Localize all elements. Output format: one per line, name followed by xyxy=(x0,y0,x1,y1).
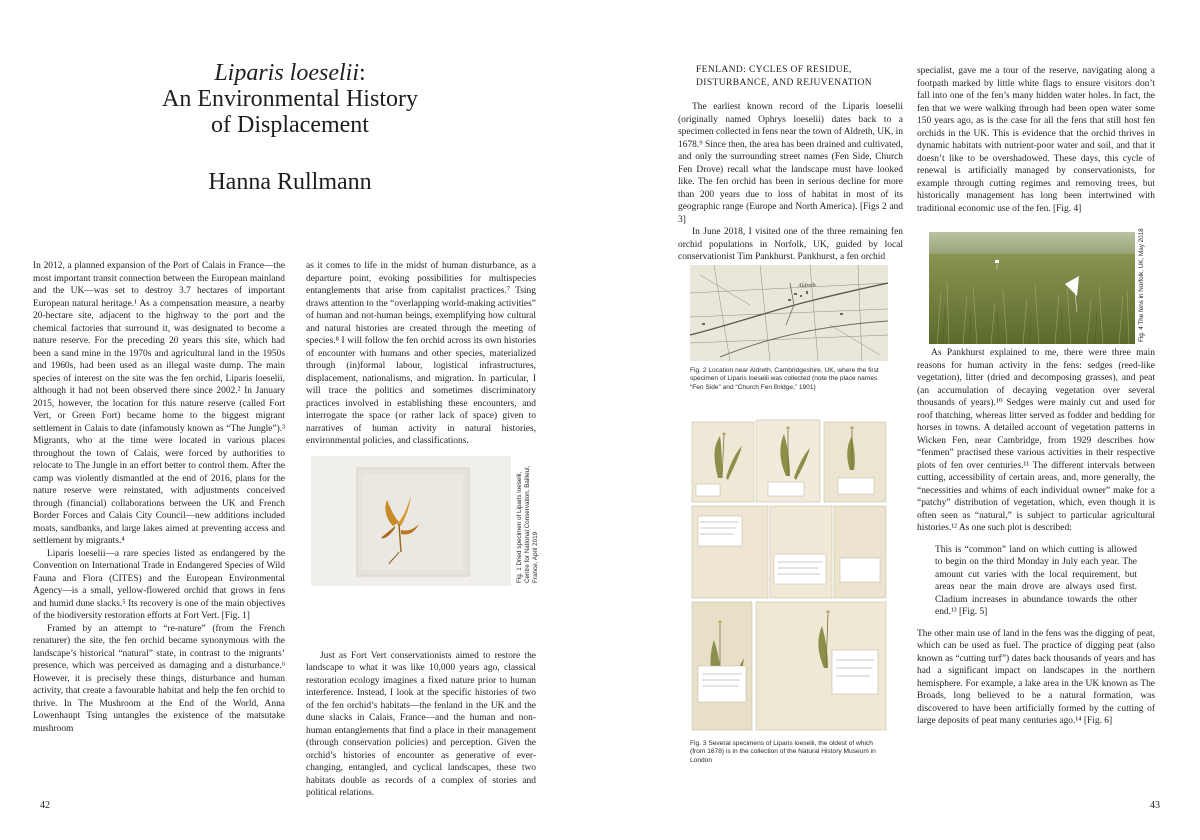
block-quote: This is “common” land on which cutting is allowed to begin on the third Monday in July each year. The amount cut varies with the local requirement, but areas near the main drove are always used first. Cladium increases in abundance towards the other end.¹³ [Fig. 5] xyxy=(935,544,1137,617)
paragraph: Just as Fort Vert conservationists aimed to restore the landscape to what it was like 10,000 years ago, classical restoration ecology imagines a fixed nature prior to human interference. Instead, I look at the specific histories of two of the fen orchid’s habitats—the fenland in the UK and the dune slacks in Calais, France—and the human and non-human entanglements that find a place in their management (through conservation policies) and perception. Given the orchid’s histories of encounter as generative of ever-changing, entangled, and cyclical landscapes, these two habitats double as records of a complex of stories and political relations. xyxy=(306,650,536,798)
paragraph: The earliest known record of the Liparis loeselii (originally named Ophrys loeselii) dates back to a specimen collected in fens near the town of Aldreth, UK, in 1678.⁹ Since then, the area has been drained and cultivated, and only the surrounding street names (Fen Side, Church Fen Drove) recall what the landscape must have looked like. The fen orchid has been in serious decline for more than 200 years due to loss of habitat in most of its geographic range (Europe and North America). [Figs 2 and 3] xyxy=(678,102,903,225)
historic-map-image xyxy=(690,265,888,361)
article-title xyxy=(130,60,450,138)
title-line-3: of Displacement xyxy=(211,112,369,138)
page-number-right: 43 xyxy=(1150,800,1160,811)
paragraph: Framed by an attempt to “re-nature” (from the French renaturer) the site, the fen orchid became synonymous with the landscape’s historical “natural” state, in contrast to the migrants’ presence, which was perceived as damaging and a disturbance.⁶ However, it is precisely these things, disturbance and human activity, that create a favourable habitat and help the fen orchid to thrive. In The Mushroom at the End of the World, Anna Lowenhaupt Tsing untangles the existence of the matsutake mushroom xyxy=(33,623,285,734)
fen-grass-photo xyxy=(929,232,1135,344)
figure-4-caption: Fig. 4 The fens in Norfolk, UK, May 2018 xyxy=(1138,228,1145,342)
column-1 xyxy=(33,260,285,735)
figure-4-fen-photo xyxy=(929,232,1135,344)
figure-3-caption: Fig. 3 Several specimens of Liparis loeselii, the oldest of which (from 1678) is in the collection of the Natural History Museum in London xyxy=(690,740,876,764)
figure-1-caption: Fig. 1 Dried specimen of Liparis loeselii, Centre for National Conservation, Bailleul, France, April 2019 xyxy=(516,465,539,583)
figure-2-map xyxy=(690,265,888,361)
paragraph: In June 2018, I visited one of the three remaining fen orchid populations in Norfolk, UK, guided by local conservationist Tim Pankhurst. Pankhurst, a fen orchid xyxy=(678,227,903,262)
dried-specimen-image xyxy=(311,456,511,586)
paragraph: Liparis loeselii—a rare species listed as endangered by the Convention on International Trade in Endangered Species of Wild Fauna and Flora (CITES) and the European Environmental Agency—is a small, yellow-flowered orchid that grows in fens and humid dune slacks.⁵ Its recovery is one of the main objectives of the biodiversity restoration efforts at Fort Vert. [Fig. 1] xyxy=(33,548,285,621)
figure-3-herbarium-sheets xyxy=(690,418,888,733)
page-number-left: 42 xyxy=(40,800,50,811)
figure-2-caption: Fig. 2 Location near Aldreth, Cambridgeshire, UK, where the first specimen of Liparis loeselii was collected (note the place names “Fen Side” and “Church Fen Bridge,” 1901) xyxy=(690,367,879,391)
title-species-name: Liparis loeselii xyxy=(214,60,359,86)
paragraph: As Pankhurst explained to me, there were three main reasons for human activity in the fens: sedges (reed-like vegetation), litter (dried and decomposing grasses), and peat (an accumulation of decaying vegetation over several thousands of years).¹⁰ Sedges were mainly cut and used for roof thatching, whereas litter served as fodder and bedding for horses in towns. A detailed account of vegetation patterns in Wicken Fen, near Cambridge, from 1929 describes how “fenmen” practised these various activities in their respective plots of fen over centuries.¹¹ The different intervals between cutting, accessibility of certain areas, and, more generally, the “necessities and whims of each individual owner” make for a “patchy” distribution of vegetation, which, even though it is often seen as “natural,” is subject to particular agricultural histories.¹² As one such plot is described: xyxy=(917,348,1155,533)
section-heading xyxy=(696,64,896,89)
title-colon: : xyxy=(359,60,366,86)
figure-1-dried-specimen xyxy=(311,456,511,586)
section-heading-line-1: FENLAND: CYCLES OF RESIDUE, xyxy=(696,65,852,75)
map-place-label: Aldreth xyxy=(798,283,816,289)
author-name: Hanna Rullmann xyxy=(208,169,372,195)
paragraph: as it comes to life in the midst of human disturbance, as a departure point, evoking possibilities for multispecies entanglements that arise from capitalist practices.⁷ Tsing draws attention to the “overlapping world-making activities” of human and not-human beings, exemplifying how cultural and natural histories are created through the meeting of species.⁸ I will follow the fen orchid across its own histories of encounter with humans and other species, materialized through (in)formal labour, logistical infrastructures, displacement, nationalisms, and migration. In particular, I will trace the politics and sometimes discriminatory practices involved in establishing these encounters, and interrogate the space (or rather lack of space) given to narratives of human activity in natural histories, environmental policies, and classifications. xyxy=(306,261,536,446)
column-4 xyxy=(917,65,1155,728)
paragraph: specialist, gave me a tour of the reserve, navigating along a footpath marked by little white flags to ensure visitors don’t fall into one of the fen’s many hidden water holes. In fact, the fen that we were walking through had been open water some 150 years ago, as is the case for all the fens that still host fen orchids in the UK. This is evidence that the orchid thrives in dynamic habitats with nutrient-poor water and soil, and that it doesn’t like to be overshadowed. These days, this cycle of renewal is artificially managed by conservationists, for example through cutting regimes and removing trees, but historically management has long been intertwined with traditional economic use of the fen. [Fig. 4] xyxy=(917,66,1155,214)
title-line-2: An Environmental History xyxy=(162,86,418,112)
paragraph: The other main use of land in the fens was the digging of peat, which can be used as fuel. The practice of digging peat (also known as “cutting turf”) dates back thousands of years and has had a significant impact on landscapes in the northern hemisphere. For example, a lake area in the UK known as The Broads, long believed to be a natural formation, was discovered to have been artificially formed by the cutting of large deposits of peat many centuries ago.¹⁴ [Fig. 6] xyxy=(917,628,1155,726)
herbarium-specimens-image xyxy=(690,418,888,733)
title-block xyxy=(130,60,450,196)
column-3 xyxy=(678,101,903,264)
section-heading-line-2: DISTURBANCE, AND REJUVENATION xyxy=(696,77,873,88)
paragraph: In 2012, a planned expansion of the Port of Calais in France—the most important transit connection between the European mainland and the UK—was set to destroy 3.7 hectares of important European natural heritage.¹ As a compensation measure, a nearby 20-hectare site, adjacent to the highway to the port and the chemical factories that surround it, was designated to become a nature reserve. For the preceding 20 years this site, which had been a sand mine in the 1970s and agricultural land in the 1950s and 1960s, had been used as an illegal waste dump. The main species of interest on the site was the fen orchid, Liparis loeselii, although it had not been observed there since 2002.² In January 2015, however, the location for this nature reserve (called Fort Vert, or Green Fort) became home to the biggest migrant settlement in Calais to date (infamously known as “The Jungle”).³ Migrants, who at the time were located in various places throughout the town of Calais, were forced by authorities to relocate to The Jungle in an effort better to control them. After the camp was violently dismantled at the end of 2016, plans for the nature reserve were reinstated, with adjustments conceived through (financial) collaborations between the UK and French Border Forces and Calais City Council—new additions included moats, sandbanks, and large lakes aimed at preventing access and settlement by migrants.⁴ xyxy=(33,261,285,546)
